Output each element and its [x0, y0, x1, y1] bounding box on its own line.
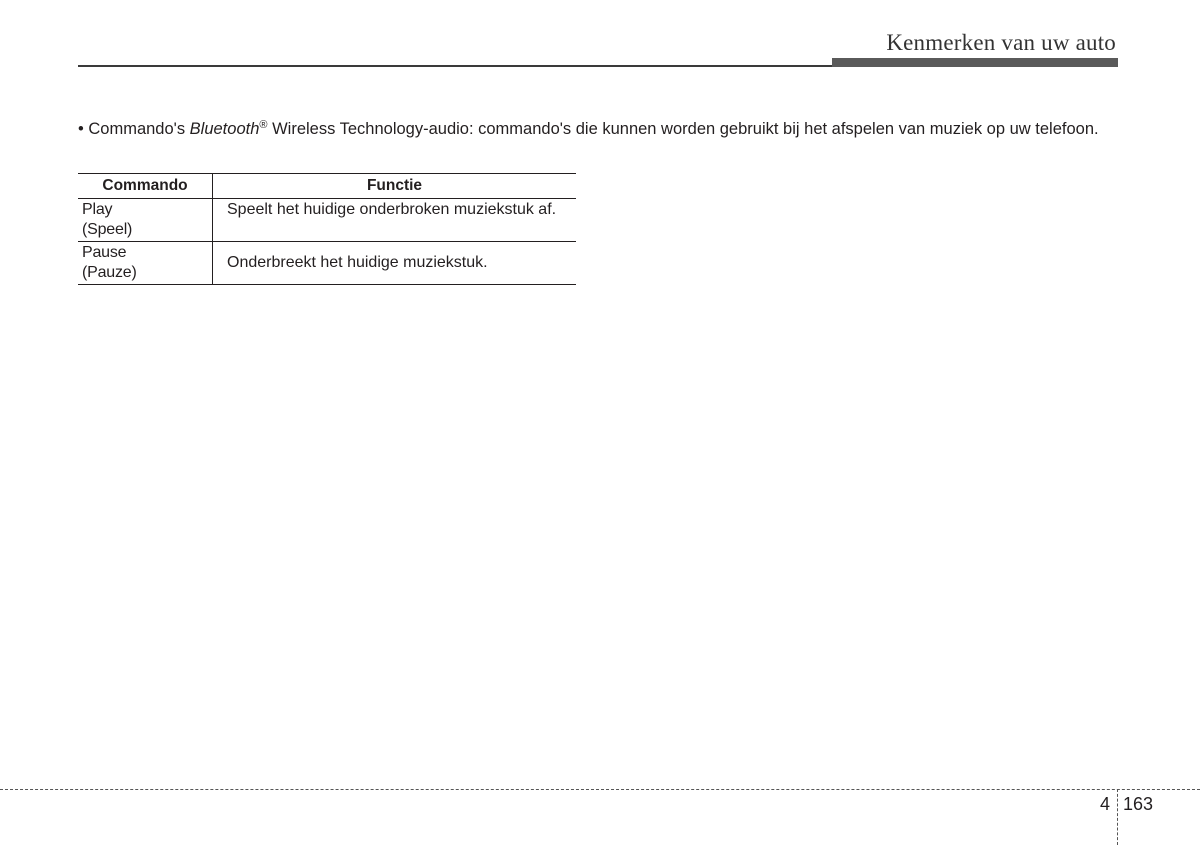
- bullet-icon: •: [78, 120, 84, 138]
- page-number: 163: [1123, 794, 1154, 814]
- header-rule-thick: [832, 58, 1118, 67]
- command-cell: [78, 199, 213, 242]
- command-alt-name: (Pauze): [82, 263, 137, 281]
- function-cell: Onderbreekt het huidige muziekstuk.: [213, 242, 577, 285]
- footer-vertical-dashed-rule: [1117, 789, 1118, 845]
- header-rule-thin: [78, 65, 833, 67]
- intro-text-after: Wireless Technology-audio: commando's die kunnen worden gebruikt bij het afspelen van muziek op uw telefoon.: [267, 120, 1099, 138]
- table-row: [78, 242, 576, 285]
- function-cell: Speelt het huidige onderbroken muziekstuk af.: [213, 199, 577, 242]
- header-functie: Functie: [213, 174, 577, 199]
- command-alt-name: (Speel): [82, 220, 133, 238]
- command-cell: [78, 242, 213, 285]
- intro-text-before: Commando's: [88, 120, 190, 138]
- command-name: Pause: [82, 244, 127, 261]
- header-commando: Commando: [78, 174, 213, 199]
- table-header-row: [78, 174, 576, 199]
- intro-brand: Bluetooth: [189, 120, 260, 138]
- command-name: Play: [82, 201, 113, 218]
- command-table: [78, 173, 576, 285]
- chapter-number: 4: [1100, 794, 1111, 814]
- footer-dashed-rule: [0, 789, 1200, 790]
- intro-bullet-paragraph: [78, 119, 1122, 140]
- table-row: [78, 199, 576, 242]
- registered-mark: ®: [259, 119, 268, 131]
- page-header-title: Kenmerken van uw auto: [886, 30, 1116, 55]
